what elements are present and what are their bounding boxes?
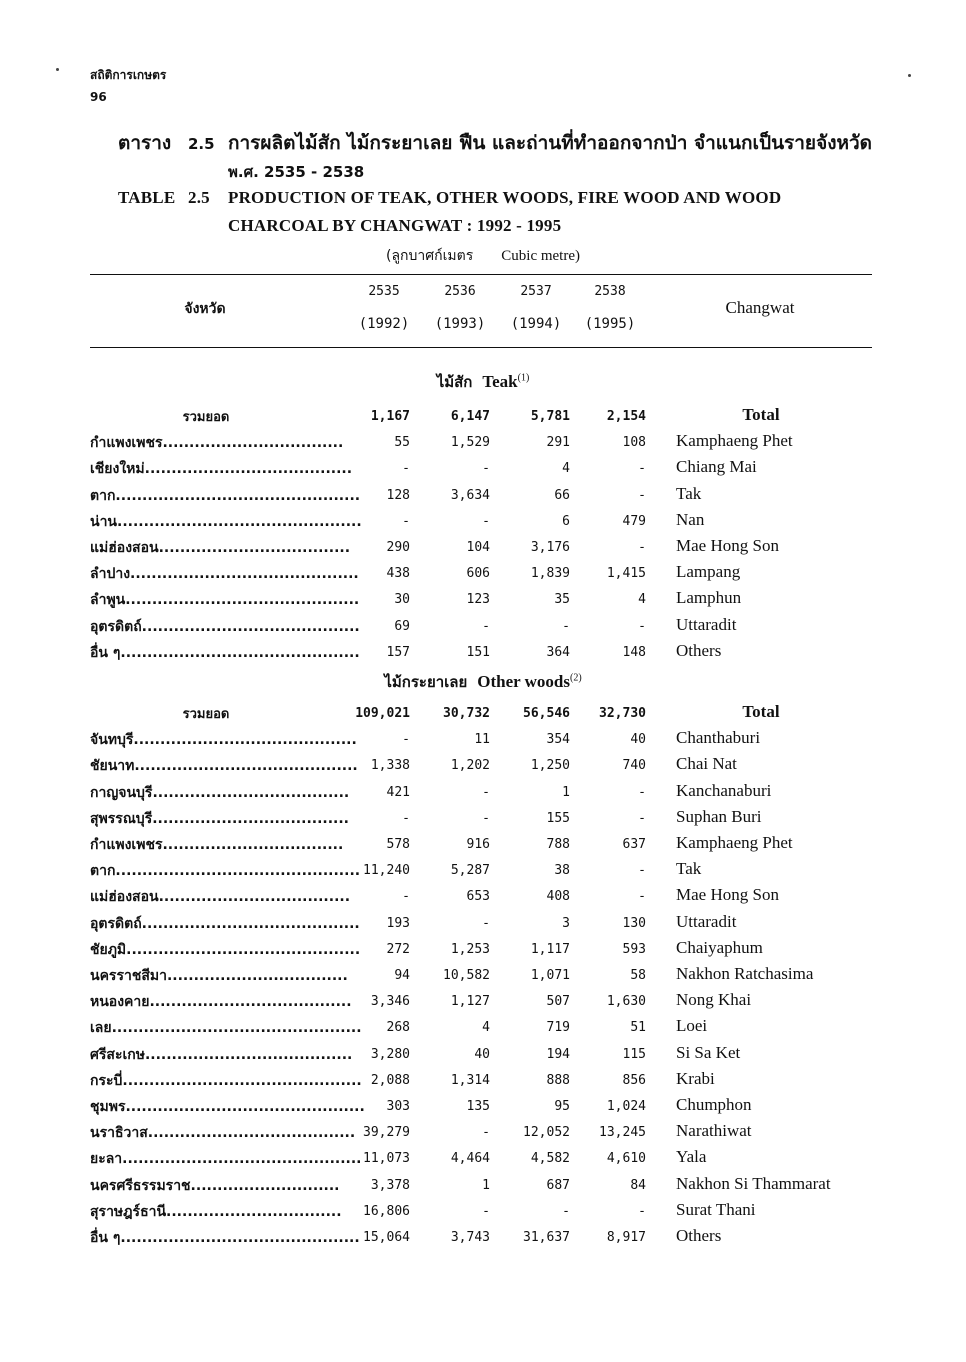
changwat-thai: สุพรรณบุรี..................................... — [90, 810, 349, 827]
value-cell: 30,732 — [443, 706, 490, 721]
table-row — [0, 832, 966, 858]
value-cell: - — [482, 810, 490, 826]
value-cell: 1,529 — [450, 435, 490, 451]
changwat-english: Chanthaburi — [676, 728, 761, 748]
changwat-english: Loei — [676, 1016, 708, 1036]
value-cell: 653 — [466, 889, 490, 905]
year-ad-4: (1995) — [584, 316, 636, 332]
changwat-english: Chiang Mai — [676, 457, 757, 477]
value-cell: 1,127 — [450, 994, 490, 1010]
year-be-3: 2537 — [520, 284, 552, 299]
value-cell: 290 — [386, 540, 410, 555]
value-cell: 94 — [394, 968, 410, 983]
unit-label — [0, 245, 966, 267]
value-cell: 84 — [630, 1177, 646, 1193]
changwat-thai: กำแพงเพชร.................................. — [90, 837, 344, 853]
changwat-english: Surat Thani — [676, 1199, 756, 1219]
value-cell: 40 — [630, 732, 646, 748]
table-row — [0, 806, 966, 832]
changwat-english: Narathiwat — [676, 1121, 752, 1141]
value-cell: 4 — [482, 1020, 490, 1036]
year-be-2: 2536 — [444, 284, 476, 299]
changwat-english: Kamphaeng Phet — [676, 431, 793, 451]
table-row — [0, 1068, 966, 1094]
value-cell: 30 — [394, 592, 410, 608]
value-cell: 272 — [386, 941, 410, 957]
english-title-label: TABLE — [118, 188, 176, 207]
value-cell: 3,743 — [450, 1230, 490, 1245]
value-cell: 104 — [466, 540, 490, 555]
changwat-thai: หนองคาย...................................... — [90, 994, 352, 1011]
value-cell: - — [482, 461, 490, 477]
value-cell: 4 — [562, 461, 570, 477]
value-cell: 11 — [474, 732, 490, 748]
value-cell: 38 — [554, 863, 570, 879]
changwat-thai: รวมยอด — [182, 410, 230, 425]
changwat-english: Mae Hong Son — [676, 536, 779, 555]
value-cell: - — [638, 461, 646, 477]
table-row — [0, 727, 966, 753]
changwat-english: Yala — [676, 1147, 707, 1167]
value-cell: 1,024 — [606, 1099, 646, 1114]
value-cell: 856 — [622, 1072, 646, 1088]
value-cell: 6,147 — [450, 409, 490, 424]
table-row — [0, 430, 966, 456]
value-cell: 408 — [546, 889, 570, 905]
value-cell: - — [402, 810, 410, 826]
value-cell: 1,338 — [370, 758, 410, 774]
value-cell: 3,346 — [370, 994, 410, 1010]
value-cell: - — [638, 810, 646, 826]
changwat-english: Nong Khai — [676, 990, 752, 1010]
changwat-english: Total — [742, 702, 780, 721]
section-note: (1) — [517, 372, 530, 384]
table-row — [0, 937, 966, 963]
english-title — [118, 188, 781, 208]
changwat-thai: กระบี่............................................. — [90, 1072, 362, 1089]
changwat-english: Lamphun — [676, 588, 742, 608]
table-row — [0, 587, 966, 613]
value-cell: - — [402, 461, 410, 477]
changwat-thai: แม่ฮ่องสอน.................................... — [90, 540, 351, 556]
value-cell: - — [638, 618, 646, 634]
year-be-4: 2538 — [594, 284, 626, 299]
value-cell: 95 — [554, 1099, 570, 1114]
value-cell: - — [482, 1125, 490, 1141]
value-cell: 35 — [554, 592, 570, 608]
changwat-thai: ยะลา............................................. — [90, 1151, 362, 1168]
value-cell: 2,088 — [370, 1072, 410, 1088]
changwat-english: Nakhon Si Thammarat — [676, 1173, 831, 1193]
changwat-english: Tak — [676, 483, 702, 503]
value-cell: 5,781 — [530, 409, 570, 424]
value-cell: 135 — [466, 1099, 490, 1114]
value-cell: 10,582 — [443, 968, 490, 983]
value-cell: 3 — [562, 915, 570, 931]
changwat-english: Others — [676, 640, 722, 660]
changwat-thai: กำแพงเพชร.................................. — [90, 435, 344, 452]
value-cell: 39,279 — [363, 1125, 410, 1141]
value-cell: 130 — [622, 915, 646, 931]
speck — [908, 74, 911, 77]
value-cell: - — [638, 784, 646, 800]
value-cell: - — [482, 784, 490, 800]
value-cell: 8,917 — [606, 1230, 646, 1245]
table-row — [0, 858, 966, 884]
changwat-english: Chaiyaphum — [676, 937, 763, 957]
value-cell: 268 — [386, 1020, 410, 1036]
value-cell: 3,176 — [530, 540, 570, 555]
table-row — [0, 1199, 966, 1225]
value-cell: 1,167 — [370, 409, 410, 424]
value-cell: 687 — [546, 1177, 570, 1193]
table-row — [0, 456, 966, 482]
value-cell: - — [638, 540, 646, 555]
table-row — [0, 483, 966, 509]
changwat-thai: นราธิวาส....................................... — [90, 1125, 356, 1142]
unit-english: Cubic metre) — [501, 248, 580, 264]
table-row — [0, 1094, 966, 1120]
value-cell: 1 — [482, 1177, 490, 1193]
value-cell: 1,253 — [450, 941, 490, 957]
value-cell: 1,250 — [530, 758, 570, 774]
value-cell: 1,071 — [530, 968, 570, 983]
changwat-english: Others — [676, 1226, 722, 1245]
value-cell: 1,630 — [606, 994, 646, 1010]
changwat-thai: ชัยภูมิ............................................ — [90, 941, 361, 958]
section-note: (2) — [570, 672, 582, 684]
value-cell: 3,634 — [450, 487, 490, 503]
value-cell: 1,314 — [450, 1072, 490, 1088]
value-cell: 66 — [554, 487, 570, 503]
changwat-thai: ตาก.............................................. — [90, 863, 361, 880]
column-header-thai: จังหวัด — [184, 301, 226, 317]
changwat-thai: นครราชสีมา.................................. — [90, 968, 348, 984]
value-cell: 58 — [630, 968, 646, 983]
value-cell: 719 — [546, 1020, 570, 1036]
value-cell: 123 — [466, 592, 490, 608]
value-cell: 55 — [394, 435, 410, 451]
changwat-thai: เชียงใหม่....................................... — [90, 461, 353, 478]
section-heading-teak — [0, 370, 966, 394]
value-cell: 194 — [546, 1046, 570, 1062]
changwat-english: Uttaradit — [676, 911, 737, 931]
value-cell: - — [482, 915, 490, 931]
changwat-english: Suphan Buri — [676, 806, 762, 826]
value-cell: 1,202 — [450, 758, 490, 774]
changwat-thai: ลำปาง........................................... — [90, 566, 359, 583]
value-cell: 51 — [630, 1020, 646, 1036]
value-cell: 115 — [622, 1046, 646, 1062]
value-cell: 155 — [546, 810, 570, 826]
value-cell: - — [638, 889, 646, 905]
changwat-thai: รวมยอด — [182, 707, 230, 722]
table-row — [0, 640, 966, 666]
value-cell: - — [638, 863, 646, 879]
section-title-thai: ไม้กระยาเลย — [384, 673, 468, 691]
changwat-english: Chai Nat — [676, 754, 737, 774]
value-cell: 4 — [638, 592, 646, 608]
value-cell: 12,052 — [523, 1125, 570, 1141]
value-cell: 16,806 — [363, 1203, 410, 1219]
changwat-thai: นครศรีธรรมราช............................ — [90, 1177, 340, 1194]
value-cell: 354 — [546, 732, 570, 748]
table-row — [0, 1146, 966, 1172]
value-cell: 31,637 — [523, 1230, 570, 1245]
changwat-thai: ลำพูน............................................ — [90, 592, 360, 609]
page-number: 96 — [90, 90, 107, 104]
column-header-english: Changwat — [725, 298, 795, 317]
changwat-thai: อุตรดิตถ์......................................... — [90, 915, 360, 932]
section-title-english: Other woods — [477, 672, 570, 691]
value-cell: - — [638, 1203, 646, 1219]
value-cell: 157 — [386, 644, 410, 660]
section-title-thai: ไม้สัก — [436, 373, 473, 391]
value-cell: 108 — [622, 435, 646, 451]
value-cell: 11,073 — [363, 1151, 410, 1167]
value-cell: 11,240 — [363, 863, 410, 879]
value-cell: - — [402, 889, 410, 905]
table-row — [0, 884, 966, 910]
changwat-thai: ชัยนาท.......................................... — [90, 758, 358, 775]
year-ad-3: (1994) — [510, 316, 562, 332]
english-title-line1: PRODUCTION OF TEAK, OTHER WOODS, FIRE WOOD AND WOOD — [228, 188, 782, 207]
value-cell: 3,378 — [370, 1177, 410, 1193]
value-cell: 578 — [386, 837, 410, 852]
changwat-english: Nakhon Ratchasima — [676, 964, 814, 983]
table-row — [0, 1120, 966, 1146]
changwat-thai: อุตรดิตถ์......................................... — [90, 618, 360, 635]
speck — [56, 68, 59, 71]
table-top-rule — [90, 274, 872, 275]
year-ad-1: (1992) — [358, 316, 410, 332]
table-row — [0, 911, 966, 937]
changwat-english: Krabi — [676, 1068, 715, 1088]
thai-title-period: พ.ศ. 2535 - 2538 — [228, 163, 365, 181]
value-cell: 916 — [466, 837, 490, 852]
value-cell: 5,287 — [450, 863, 490, 879]
table-row — [0, 1042, 966, 1068]
thai-title — [118, 128, 878, 158]
changwat-thai: ศรีสะเกษ....................................... — [90, 1046, 353, 1063]
changwat-english: Lampang — [676, 562, 741, 582]
changwat-thai: จันทบุรี.......................................... — [90, 732, 357, 749]
table-row — [0, 989, 966, 1015]
value-cell: 421 — [386, 784, 410, 800]
year-be-1: 2535 — [368, 284, 400, 299]
table-row — [0, 561, 966, 587]
table-number-en: 2.5 — [188, 188, 210, 207]
table-total-row — [0, 404, 966, 430]
table-row — [0, 963, 966, 989]
value-cell: 2,154 — [606, 409, 646, 424]
changwat-thai: ชุมพร............................................. — [90, 1099, 365, 1115]
changwat-english: Kamphaeng Phet — [676, 833, 793, 852]
value-cell: 4,582 — [530, 1151, 570, 1167]
value-cell: 4,464 — [450, 1151, 490, 1167]
value-cell: 32,730 — [599, 706, 646, 721]
value-cell: 1 — [562, 784, 570, 800]
value-cell: - — [482, 1203, 490, 1219]
value-cell: 6 — [562, 513, 570, 529]
changwat-thai: สุราษฎร์ธานี................................. — [90, 1203, 342, 1220]
changwat-english: Si Sa Ket — [676, 1042, 741, 1062]
changwat-thai: อื่น ๆ............................................. — [90, 644, 360, 661]
changwat-thai: กาญจนบุรี..................................... — [90, 784, 350, 801]
value-cell: - — [562, 618, 570, 634]
value-cell: - — [482, 618, 490, 634]
value-cell: 303 — [386, 1099, 410, 1114]
changwat-thai: อื่น ๆ............................................. — [90, 1230, 360, 1246]
changwat-thai: น่าน.............................................. — [90, 513, 362, 530]
value-cell: - — [562, 1203, 570, 1219]
table-row — [0, 1225, 966, 1251]
value-cell: 291 — [546, 435, 570, 451]
value-cell: 637 — [622, 837, 646, 852]
value-cell: 888 — [546, 1072, 570, 1088]
value-cell: 1,839 — [530, 566, 570, 582]
changwat-thai: ตาก.............................................. — [90, 487, 361, 504]
table-row — [0, 535, 966, 561]
unit-thai: (ลูกบาศก์เมตร — [386, 248, 474, 264]
value-cell: 151 — [466, 644, 490, 660]
changwat-english: Chumphon — [676, 1095, 752, 1114]
table-row — [0, 780, 966, 806]
value-cell: 788 — [546, 837, 570, 852]
changwat-english: Total — [742, 405, 780, 424]
table-row — [0, 614, 966, 640]
changwat-english: Nan — [676, 509, 705, 529]
value-cell: 479 — [622, 513, 646, 529]
value-cell: - — [482, 513, 490, 529]
value-cell: 507 — [546, 994, 570, 1010]
value-cell: 193 — [386, 915, 410, 931]
value-cell: 438 — [386, 566, 410, 582]
changwat-thai: เลย............................................... — [90, 1020, 362, 1037]
changwat-english: Tak — [676, 859, 702, 879]
value-cell: 364 — [546, 644, 570, 660]
table-total-row — [0, 701, 966, 727]
table-row — [0, 509, 966, 535]
changwat-english: Uttaradit — [676, 614, 737, 634]
thai-title-label: ตาราง — [118, 132, 172, 154]
value-cell: 69 — [394, 618, 410, 634]
value-cell: 606 — [466, 566, 490, 582]
year-ad-2: (1993) — [434, 316, 486, 332]
thai-title-text: การผลิตไม้สัก ไม้กระยาเลย ฟืน และถ่านที่ทำออกจากป่า จำแนกเป็นรายจังหวัด — [228, 132, 873, 154]
table-number: 2.5 — [188, 135, 215, 153]
table-row — [0, 1173, 966, 1199]
table-row — [0, 753, 966, 779]
table-header-rule — [90, 347, 872, 348]
value-cell: 3,280 — [370, 1046, 410, 1062]
value-cell: 148 — [622, 644, 646, 660]
value-cell: 128 — [386, 487, 410, 503]
value-cell: - — [402, 732, 410, 748]
value-cell: 56,546 — [523, 706, 570, 721]
value-cell: 593 — [622, 941, 646, 957]
changwat-thai: แม่ฮ่องสอน.................................... — [90, 889, 351, 906]
value-cell: - — [402, 513, 410, 529]
value-cell: 40 — [474, 1046, 490, 1062]
value-cell: 4,610 — [606, 1151, 646, 1167]
value-cell: 740 — [622, 758, 646, 774]
changwat-english: Mae Hong Son — [676, 885, 779, 905]
value-cell: 1,117 — [530, 941, 570, 957]
publication-name: สถิติการเกษตร — [90, 68, 167, 82]
value-cell: 109,021 — [355, 706, 410, 721]
value-cell: - — [638, 487, 646, 503]
section-title-english: Teak — [482, 372, 518, 391]
english-title-line2: CHARCOAL BY CHANGWAT : 1992 - 1995 — [228, 216, 562, 235]
table-row — [0, 1015, 966, 1041]
changwat-english: Kanchanaburi — [676, 780, 772, 800]
value-cell: 1,415 — [606, 566, 646, 582]
section-heading-other-woods — [0, 670, 966, 694]
value-cell: 15,064 — [363, 1230, 410, 1245]
value-cell: 13,245 — [599, 1125, 646, 1141]
